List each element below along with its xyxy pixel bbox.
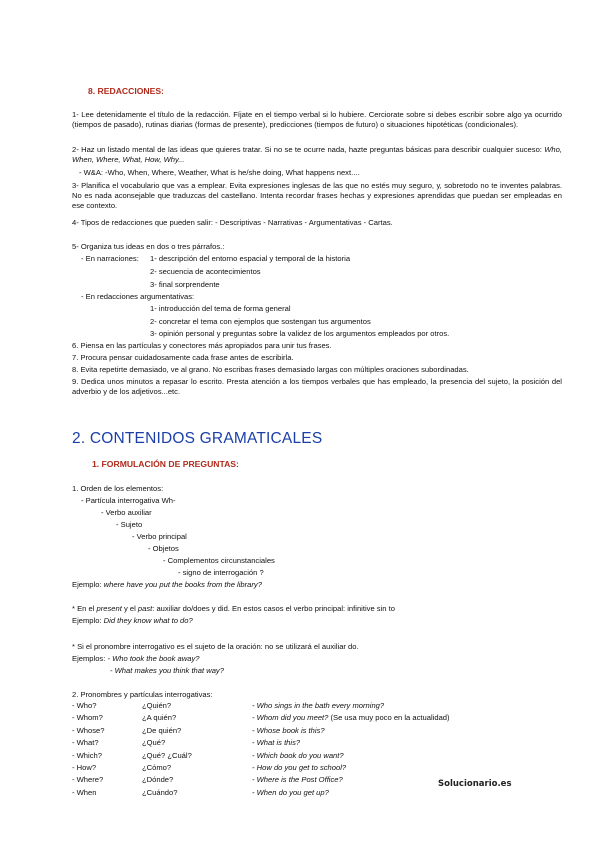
pronouns-english-column [72, 700, 105, 799]
pronoun-example [252, 750, 450, 762]
pronoun-example-text: - Whose book is this? [252, 725, 325, 735]
note-text-c: y el [121, 604, 138, 613]
pronoun-example [252, 762, 450, 774]
orden-element-1: - Partícula interrogativa Wh- [81, 496, 176, 505]
argumentativas-item-3: 3- opinión personal y preguntas sobre la validez de los argumentos empleados por otros. [150, 329, 450, 338]
argumentativas-item-2: 2- concretar el tema con ejemplos que sostengan tus argumentos [150, 317, 371, 326]
note-text-past: past [137, 604, 153, 613]
brand-watermark: Solucionario.es [438, 779, 512, 789]
pronoun-es: ¿Dónde? [142, 775, 174, 785]
paragraph-5: 5- Organiza tus ideas en dos o tres párrafos.: [72, 242, 225, 251]
note-subject-pronoun: * Si el pronombre interrogativo es el sujeto de la oración: no se utilizará el auxiliar do. [72, 642, 359, 651]
pronoun-en: - When [72, 787, 97, 797]
note-text-present: present [96, 604, 122, 613]
paragraph-2 [72, 145, 562, 165]
narraciones-label: - En narraciones: [81, 254, 139, 263]
orden-element-5: - Objetos [148, 544, 179, 553]
example-2-text: Did they know what to do? [103, 616, 193, 625]
pronoun-example-text: - Who sings in the bath every morning? [252, 701, 385, 710]
pronoun-en: - What? [72, 738, 99, 748]
example-3 [72, 654, 199, 664]
example-1-label: Ejemplo: [72, 580, 104, 589]
narraciones-item-2: 2- secuencia de acontecimientos [150, 267, 261, 276]
pronoun-es: ¿Quién? [142, 701, 172, 710]
paragraph-2-text: 2- Haz un listado mental de las ideas que quieres tratar. Si no se te ocurre nada, hazte preguntas básicas para describir cualquier suceso: [72, 145, 545, 154]
section-title-redacciones: 8. REDACCIONES: [88, 86, 164, 96]
pronoun-en: - How? [72, 763, 97, 773]
note-present-past [72, 604, 395, 614]
pronoun-example [252, 774, 450, 786]
orden-element-7: - signo de interrogación ? [178, 568, 264, 577]
pronoun-en: - Whom? [72, 713, 103, 723]
pronoun-es: ¿Qué? ¿Cuál? [142, 750, 192, 760]
pronoun-en: - Which? [72, 750, 102, 760]
pronoun-example-text: - How do you get to school? [252, 763, 347, 773]
section-title-contenidos: 2. CONTENIDOS GRAMATICALES [72, 430, 323, 447]
argumentativas-item-1: 1- introducción del tema de forma general [150, 304, 291, 313]
pronouns-example-column [252, 700, 450, 799]
example-3-label: Ejemplos: [72, 654, 108, 663]
pronoun-es: ¿Qué? [142, 738, 166, 748]
narraciones-item-3: 3- final sorprendente [150, 280, 220, 289]
pronoun-example-text: - Whom did you meet? [252, 713, 329, 723]
example-4: - What makes you think that way? [110, 666, 224, 675]
pronoun-example [252, 712, 450, 724]
pronoun-en: - Whose? [72, 725, 105, 735]
pronoun-es: ¿Cómo? [142, 763, 172, 773]
example-1-text: where have you put the books from the library? [103, 580, 262, 589]
orden-element-2: - Verbo auxiliar [101, 508, 152, 517]
paragraph-7: 7. Procura pensar cuidadosamente cada frase antes de escribirla. [72, 353, 294, 362]
subsection-title-preguntas: 1. FORMULACIÓN DE PREGUNTAS: [92, 459, 239, 469]
paragraph-8: 8. Evita repetirte demasiado, ve al grano. No escribas frases demasiado largas con múltiples oraciones subordinadas. [72, 365, 469, 374]
paragraph-6: 6. Piensa en las partículas y conectores más apropiados para unir tus frases. [72, 341, 332, 350]
pronoun-es: ¿De quién? [142, 725, 182, 735]
pronoun-example-text: - When do you get up? [252, 787, 329, 797]
pronoun-example-text: - What is this? [252, 738, 301, 748]
orden-element-4: - Verbo principal [132, 532, 187, 541]
pronoun-es: ¿Cuándo? [142, 787, 178, 797]
pronoun-example-text: - Which book do you want? [252, 750, 344, 760]
example-1 [72, 580, 262, 590]
pronoun-example [252, 700, 450, 712]
paragraph-1: 1- Lee detenidamente el título de la redacción. Fíjate en el tiempo verbal si lo hubiere. Cerciorate sobre si debes escribir sobre algo ya ocurrido (tiempos de pasado), rutinas diarias (formas de presente), predicciones (tiempos de futuro) o situaciones hipotéticas (condicionales). [72, 110, 562, 129]
pronoun-en: - Where? [72, 775, 104, 785]
pronoun-example [252, 737, 450, 749]
example-3-text: - Who took the book away? [107, 654, 200, 663]
orden-element-3: - Sujeto [116, 520, 143, 529]
orden-label: 1. Orden de los elementos: [72, 484, 164, 493]
paragraph-2-questions: Who, When, Where, What, How, Why... [72, 145, 562, 164]
pronoun-example-text: - Where is the Post Office? [252, 775, 343, 785]
narraciones-item-1: 1- descripción del entorno espacial y temporal de la historia [150, 254, 351, 263]
note-text-e: : auxiliar do/does y did. En estos casos el verbo principal: infinitive sin to [152, 604, 395, 613]
pronoun-example [252, 725, 450, 737]
paragraph-4: 4- Tipos de redacciones que pueden salir: - Descriptivas - Narrativas - Argumentativas - Cartas. [72, 218, 393, 227]
pronouns-spanish-column [142, 700, 192, 799]
example-2 [72, 616, 193, 626]
note-text-a: * En el [72, 604, 97, 613]
pronoun-example-note: (Se usa muy poco en la actualidad) [328, 713, 450, 723]
pronoun-es: ¿A quién? [142, 713, 177, 723]
paragraph-9: 9. Dedica unos minutos a repasar lo escrito. Presta atención a los tiempos verbales que has empleado, la presencia del sujeto, la posición del adverbio y de los adjetivos...etc. [72, 377, 562, 396]
pronoun-en: - Who? [72, 701, 97, 710]
paragraph-3: 3- Planifica el vocabulario que vas a emplear. Evita expresiones inglesas de las que no estés muy seguro, y, sobretodo no te inventes palabras. No es nada aconsejable que traduzcas del castellano. Intenta recordar frases hechas y expresiones aprendidas que puedan ser empleadas en ese contexto. [72, 181, 562, 210]
pronoun-example [252, 787, 450, 799]
paragraph-2-wa: - W&A: -Who, When, Where, Weather, What is he/she doing, What happens next.... [79, 168, 360, 177]
orden-element-6: - Complementos circunstanciales [163, 556, 275, 565]
argumentativas-label: - En redacciones argumentativas: [81, 292, 195, 301]
example-2-label: Ejemplo: [72, 616, 104, 625]
pronouns-title: 2. Pronombres y partículas interrogativas: [72, 690, 213, 699]
